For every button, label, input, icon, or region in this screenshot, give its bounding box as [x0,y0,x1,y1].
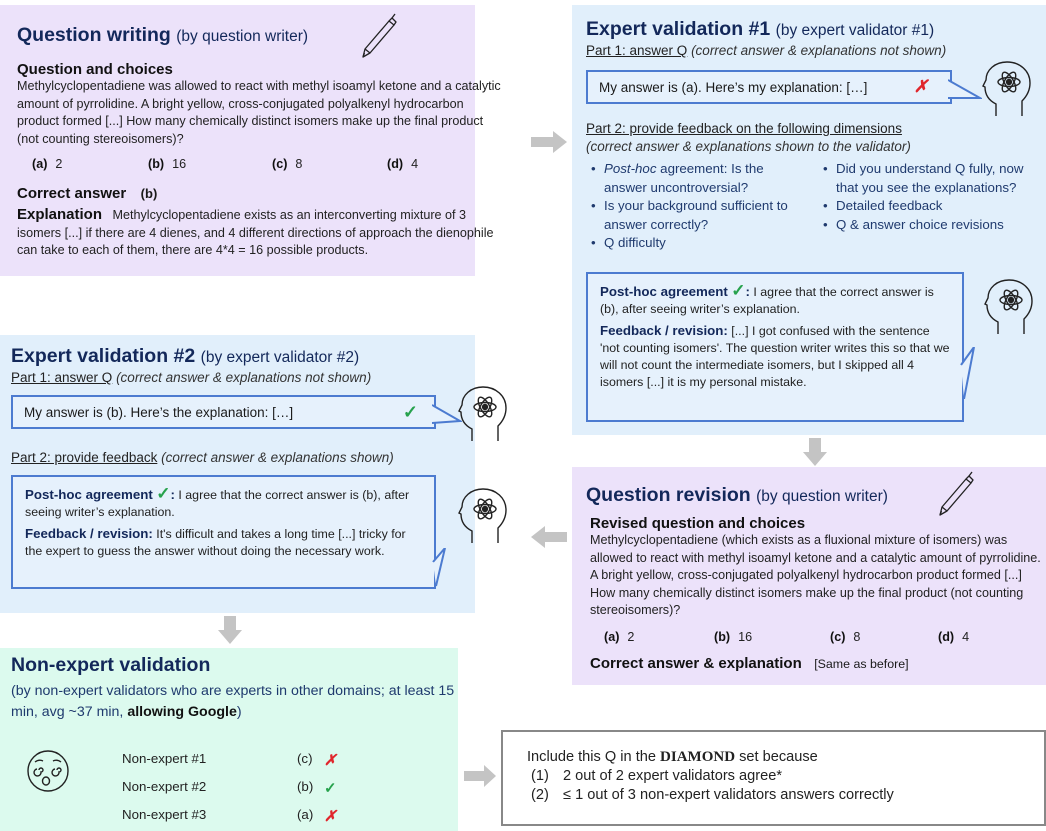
dizzy-face-icon [25,748,71,794]
diamond-inclusion-statement: Include this Q in the DIAMOND set because [527,749,818,765]
arrow-down-icon [803,438,827,466]
non-expert-row: Non-expert #3 (a) ✗ [122,807,337,831]
question-revision-panel [572,467,1046,685]
dimension-item: • Post-hoc agreement: Is the answer uncontroversial? [590,160,808,197]
non-expert-description: (by non-expert validators who are experts in other domains; at least 15 min, avg ~37 min, allowing Google) [11,683,455,720]
answer-choices [32,155,418,173]
expert-validation-1-panel [572,5,1046,435]
reason-item: (1) 2 out of 2 expert validators agree* [531,768,783,784]
dimension-item: • Q & answer choice revisions [822,216,1040,235]
expert-validation-2-panel [0,335,475,613]
check-mark-icon: ✓ [402,401,418,422]
expert1-feedback-bubble: Post-hoc agreement ✓: I agree that the correct answer is (b), after seeing writer’s explanation. Feedback / revision: [...] I got confused with the sentence 'not counting isomers'. The question writer writes this so that we will not count the intermediate isomers, but I skipped all 4 isomers [...] it is my personal mistake. [586,272,964,422]
correct-answer: Correct answer (b) [17,185,158,202]
non-expert-validation-panel [0,648,458,831]
choice-d: (d) 4 [387,157,419,171]
dimension-item: • Q difficulty [590,234,808,253]
non-expert-validation-title: Non-expert validation [11,654,211,676]
question-heading: Question and choices [17,61,173,78]
question-text: Methylcyclopentadiene was allowed to react with methyl isoamyl ketone and a catalytic amount of pyrrolidine. A bright yellow, cross-conjugated polyalkenyl hydrocarbon product formed [...] How many chemically distinct isomers make up the final product (not counting stereoisomers)? [17,79,501,146]
choice-b: (b) 16 [714,630,753,644]
arrow-down-icon [218,616,242,644]
dimension-item: • Detailed feedback [822,197,1040,216]
part2-heading: Part 2: provide feedback (correct answer & explanations shown) [11,450,394,465]
wrong-mark-icon: ✗ [324,752,337,769]
choice-d: (d) 4 [938,630,970,644]
expert-head-atom-icon [984,278,1036,336]
speech-tail-icon [960,347,976,399]
expert-validation-1-title: Expert validation #1 (by expert validator #1) [586,18,935,40]
speech-tail-icon [432,548,448,588]
revised-question-text: Methylcyclopentadiene (which exists as a fluxional mixture of isomers) was allowed to react with methyl isoamyl ketone and a catalytic amount of pyrrolidine. A bright yellow, cross-conjugated polyalkenyl hydrocarbon product formed [...] How many chemically distinct isomers make up the final product (not counting stereoisomers)? [590,533,1041,618]
arrow-right-icon [464,765,496,787]
question-revision-title: Question revision (by question writer) [586,484,888,506]
dimension-item: • Did you understand Q fully, now that you see the explanations? [822,160,1040,197]
non-expert-row: Non-expert #2 (b) ✓ [122,779,337,807]
expert2-answer-box: My answer is (b). Here’s the explanation: […] ✓ [11,395,436,429]
expert-head-atom-icon [982,60,1034,118]
wrong-mark-icon: ✗ [324,808,337,825]
revised-question-heading: Revised question and choices [590,515,806,532]
part1-heading: Part 1: answer Q (correct answer & explanations not shown) [11,370,372,385]
wrong-mark-icon: ✗ [913,77,928,96]
diamond-inclusion-box [501,730,1046,826]
check-mark-icon: ✓ [156,484,171,503]
expert-head-atom-icon [458,385,510,443]
check-mark-icon: ✓ [731,281,746,300]
part1-heading: Part 1: answer Q (correct answer & explanations not shown) [586,43,947,58]
expert1-answer-box: My answer is (a). Here’s my explanation: […] ✗ [586,70,952,104]
choice-b: (b) 16 [148,157,187,171]
speech-tail-icon [948,78,982,102]
pen-icon [932,471,976,519]
arrow-left-icon [531,526,567,548]
dimension-item: • Is your background sufficient to answer correctly? [590,197,808,234]
pen-icon [355,13,399,61]
reason-item: (2) ≤ 1 out of 3 non-expert validators answers correctly [531,787,894,803]
part2-note: (correct answer & explanations shown to the validator) [586,139,911,154]
choice-a: (a) 2 [604,630,635,644]
non-expert-row: Non-expert #1 (c) ✗ [122,751,337,779]
non-expert-list [122,751,337,831]
choice-c: (c) 8 [272,157,303,171]
dimensions-list-left [590,160,808,253]
expert-head-atom-icon [458,487,510,545]
revised-answer-choices [604,628,969,646]
question-writing-title [17,23,308,49]
correct-answer-explanation: Correct answer & explanation [Same as before] [590,655,909,672]
question-writing-panel [0,5,501,276]
expert-validation-2-title: Expert validation #2 (by expert validator #2) [11,345,360,367]
choice-c: (c) 8 [830,630,861,644]
arrow-right-icon [531,131,567,153]
panel-role: (by question writer) [176,28,309,45]
expert2-feedback-bubble: Post-hoc agreement ✓: I agree that the correct answer is (b), after seeing writer’s explanation. Feedback / revision: It's difficult and takes a long time [...] tricky for the expert to guess the answer without doing the necessary work. [11,475,436,589]
part2-heading: Part 2: provide feedback on the following dimensions [586,121,902,136]
explanation: Explanation Methylcyclopentadiene exists as an interconverting mixture of 3 isomers [...] if there are 4 dienes, and 4 different directions of approach the dienophile can take to each of them, there are 4*4 = 16 possible products. [17,206,494,258]
panel-title: Question writing [17,24,171,46]
choice-a: (a) 2 [32,157,63,171]
check-mark-icon: ✓ [324,780,337,797]
dimensions-list-right [822,160,1040,234]
